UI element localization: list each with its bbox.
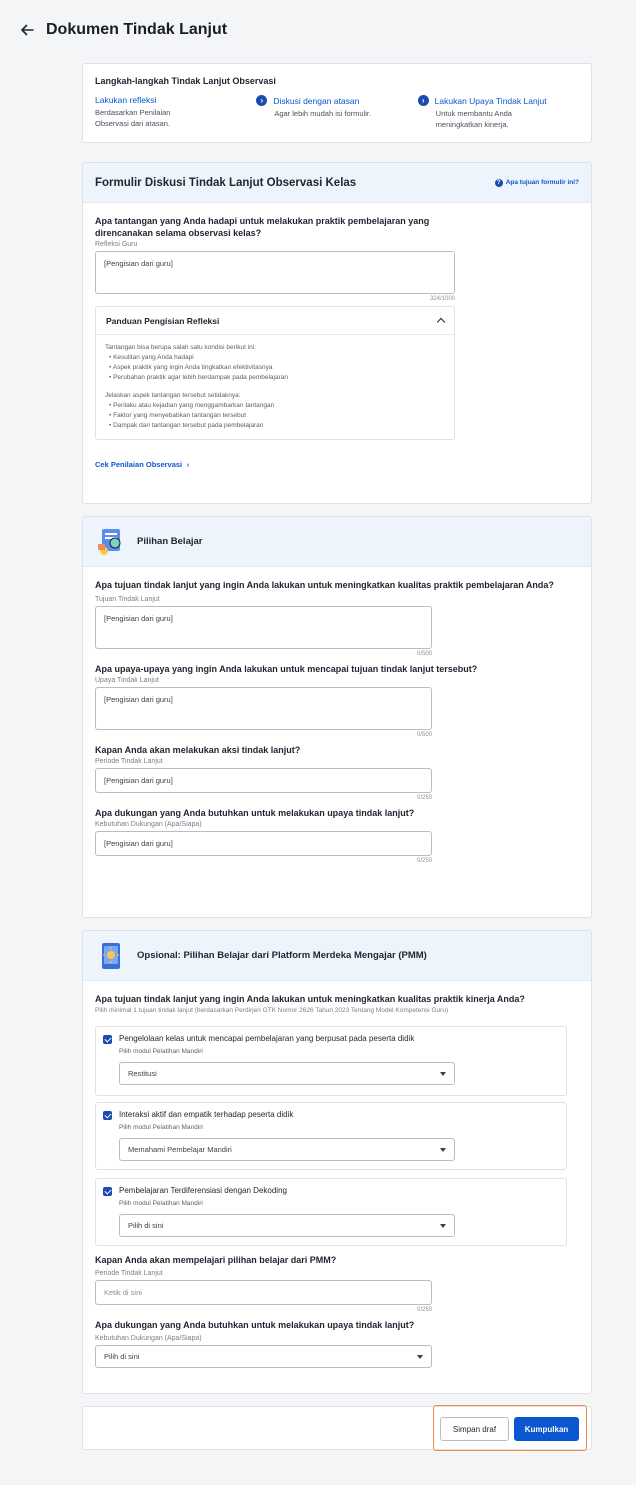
question: Kapan Anda akan mempelajari pilihan belajar dari PMM? bbox=[95, 1255, 337, 1265]
module-select[interactable] bbox=[119, 1214, 455, 1237]
option-title: Interaksi aktif dan empatik terhadap peserta didik bbox=[119, 1110, 294, 1119]
discussion-form-card bbox=[82, 162, 592, 504]
dropdown-caret-icon bbox=[440, 1224, 446, 1228]
option-title: Pengelolaan kelas untuk mencapai pembelajaran yang berpusat pada peserta didik bbox=[119, 1034, 415, 1043]
select-value: Pilih di sini bbox=[104, 1352, 140, 1361]
step-desc: Untuk membantu Anda meningkatkan kinerja. bbox=[435, 109, 512, 129]
guide-item: • Faktor yang menyebabkan tantangan tersebut bbox=[109, 411, 445, 421]
question: Apa tantangan yang Anda hadapi untuk melakukan praktik pembelajaran yang direncanakan selama observasi kelas? bbox=[95, 216, 430, 238]
question: Apa dukungan yang Anda butuhkan untuk melakukan upaya tindak lanjut? bbox=[95, 808, 415, 818]
effort-textarea[interactable]: [Pengisian dari guru] bbox=[95, 687, 432, 730]
section-header bbox=[83, 931, 591, 981]
field-label: Refleksi Guru bbox=[95, 241, 138, 248]
page-title: Dokumen Tindak Lanjut bbox=[46, 21, 228, 38]
section-title: Opsional: Pilihan Belajar dari Platform Merdeka Mengajar (PMM) bbox=[137, 950, 427, 961]
support-input[interactable]: [Pengisian dari guru] bbox=[95, 831, 432, 856]
question-icon: ? bbox=[495, 179, 503, 187]
guide-intro: Tantangan bisa berupa salah satu kondisi berikut ini: bbox=[105, 344, 257, 351]
question: Apa dukungan yang Anda butuhkan untuk melakukan upaya tindak lanjut? bbox=[95, 1320, 415, 1330]
arrow-right-icon: › bbox=[418, 95, 429, 106]
pmm-option-card bbox=[82, 930, 592, 1394]
reflection-textarea[interactable]: [Pengisian dari guru] bbox=[95, 251, 455, 294]
steps-title: Langkah-langkah Tindak Lanjut Observasi bbox=[95, 76, 276, 86]
pmm-option bbox=[95, 1026, 567, 1096]
learning-choice-card bbox=[82, 516, 592, 918]
step-label: Diskusi dengan atasan bbox=[273, 95, 360, 106]
char-counter: 0/500 bbox=[416, 732, 432, 738]
checkbox-checked[interactable] bbox=[103, 1111, 112, 1120]
field-label: Tujuan Tindak Lanjut bbox=[95, 596, 160, 603]
char-counter: 0/250 bbox=[416, 795, 432, 801]
step-action bbox=[418, 95, 579, 130]
module-select[interactable] bbox=[119, 1138, 455, 1161]
guide-body bbox=[96, 335, 454, 439]
help-link-label: Apa tujuan formulir ini? bbox=[505, 179, 579, 186]
pmm-support-select[interactable] bbox=[95, 1345, 432, 1368]
dropdown-caret-icon bbox=[440, 1148, 446, 1152]
select-value: Memahami Pembelajar Mandiri bbox=[128, 1145, 232, 1154]
field-label: Kebutuhan Dukungan (Apa/Siapa) bbox=[95, 821, 202, 828]
guide-item: • Perilaku atau kejadian yang menggambarkan tantangan bbox=[109, 401, 445, 411]
checkbox-checked[interactable] bbox=[103, 1035, 112, 1044]
checkbox-checked[interactable] bbox=[103, 1187, 112, 1196]
select-value: Pilih di sini bbox=[128, 1221, 164, 1230]
pmm-period-input[interactable]: Ketik di sini bbox=[95, 1280, 432, 1305]
dropdown-caret-icon bbox=[440, 1072, 446, 1076]
char-counter: 0/250 bbox=[416, 858, 432, 864]
guide-panel bbox=[95, 306, 455, 440]
submit-button[interactable]: Kumpulkan bbox=[514, 1417, 579, 1441]
section-title: Formulir Diskusi Tindak Lanjut Observasi Kelas bbox=[95, 176, 357, 189]
steps-row bbox=[95, 95, 579, 130]
arrow-right-icon: › bbox=[256, 95, 267, 106]
section-header bbox=[83, 517, 591, 567]
step-label: Lakukan Upaya Tindak Lanjut bbox=[434, 95, 547, 106]
option-sub: Pilih modul Pelatihan Mandiri bbox=[119, 1124, 203, 1131]
question: Apa upaya-upaya yang ingin Anda lakukan untuk mencapai tujuan tindak lanjut tersebut? bbox=[95, 664, 478, 674]
guide-item: • Kesulitan yang Anda hadapi bbox=[109, 353, 445, 363]
field-label: Upaya Tindak Lanjut bbox=[95, 677, 159, 684]
char-counter: 324/1000 bbox=[429, 296, 455, 302]
step-label: Lakukan refleksi bbox=[95, 95, 157, 105]
section-title: Pilihan Belajar bbox=[137, 536, 203, 547]
step-discussion bbox=[256, 95, 417, 130]
guide-header[interactable] bbox=[96, 307, 454, 335]
chevron-right-icon: › bbox=[186, 460, 190, 469]
cek-link-label: Cek Penilaian Observasi bbox=[95, 460, 183, 469]
learning-illustration-icon bbox=[95, 526, 127, 558]
goal-textarea[interactable]: [Pengisian dari guru] bbox=[95, 606, 432, 649]
guide-item: • Dampak dari tantangan tersebut pada pembelajaran bbox=[109, 421, 445, 431]
back-arrow-icon[interactable] bbox=[18, 21, 36, 39]
section-header bbox=[83, 163, 591, 203]
chevron-up-icon[interactable] bbox=[437, 318, 445, 326]
period-input[interactable]: [Pengisian dari guru] bbox=[95, 768, 432, 793]
top-bar bbox=[0, 0, 636, 60]
guide-intro: Jelaskan aspek tantangan tersebut setidaknya: bbox=[105, 392, 241, 399]
option-sub: Pilih modul Pelatihan Mandiri bbox=[119, 1048, 203, 1055]
select-value: Restitusi bbox=[128, 1069, 157, 1078]
question: Apa tujuan tindak lanjut yang ingin Anda lakukan untuk meningkatkan kualitas praktik kinerja Anda? bbox=[95, 994, 525, 1004]
step-desc: Agar lebih mudah isi formulir. bbox=[274, 109, 372, 118]
tablet-illustration-icon bbox=[95, 940, 127, 972]
cek-penilaian-link[interactable] bbox=[95, 454, 579, 472]
option-sub: Pilih modul Pelatihan Mandiri bbox=[119, 1200, 203, 1207]
guide-item: • Aspek praktik yang ingin Anda tingkatkan efektivitasnya bbox=[109, 363, 445, 373]
guide-title: Panduan Pengisian Refleksi bbox=[106, 315, 220, 326]
question-hint: Pilih minimal 1 tujuan tindak lanjut (berdasarkan Perdirjen GTK Nomor 2626 Tahun 2023 Tentang Model Kompetensi Guru) bbox=[95, 1007, 449, 1014]
step-reflection bbox=[95, 95, 256, 130]
step-desc: Berdasarkan Penilaian Observasi dari atasan. bbox=[95, 108, 171, 128]
dropdown-caret-icon bbox=[417, 1355, 423, 1359]
steps-card bbox=[82, 63, 592, 143]
save-draft-button[interactable]: Simpan draf bbox=[440, 1417, 509, 1441]
question: Apa tujuan tindak lanjut yang ingin Anda lakukan untuk meningkatkan kualitas praktik pembelajaran Anda? bbox=[95, 580, 554, 590]
char-counter: 0/250 bbox=[416, 1307, 432, 1313]
field-label: Periode Tindak Lanjut bbox=[95, 758, 163, 765]
option-title: Pembelajaran Terdiferensiasi dengan Dekoding bbox=[119, 1186, 287, 1195]
field-label: Periode Tindak Lanjut bbox=[95, 1270, 163, 1277]
module-select[interactable] bbox=[119, 1062, 455, 1085]
help-link[interactable] bbox=[495, 179, 579, 187]
field-label: Kebutuhan Dukungan (Apa/Siapa) bbox=[95, 1335, 202, 1342]
pmm-option bbox=[95, 1178, 567, 1246]
question: Kapan Anda akan melakukan aksi tindak lanjut? bbox=[95, 745, 301, 755]
guide-item: • Perubahan praktik agar lebih berdampak pada pembelajaran bbox=[109, 373, 445, 383]
pmm-option bbox=[95, 1102, 567, 1170]
char-counter: 0/500 bbox=[416, 651, 432, 657]
